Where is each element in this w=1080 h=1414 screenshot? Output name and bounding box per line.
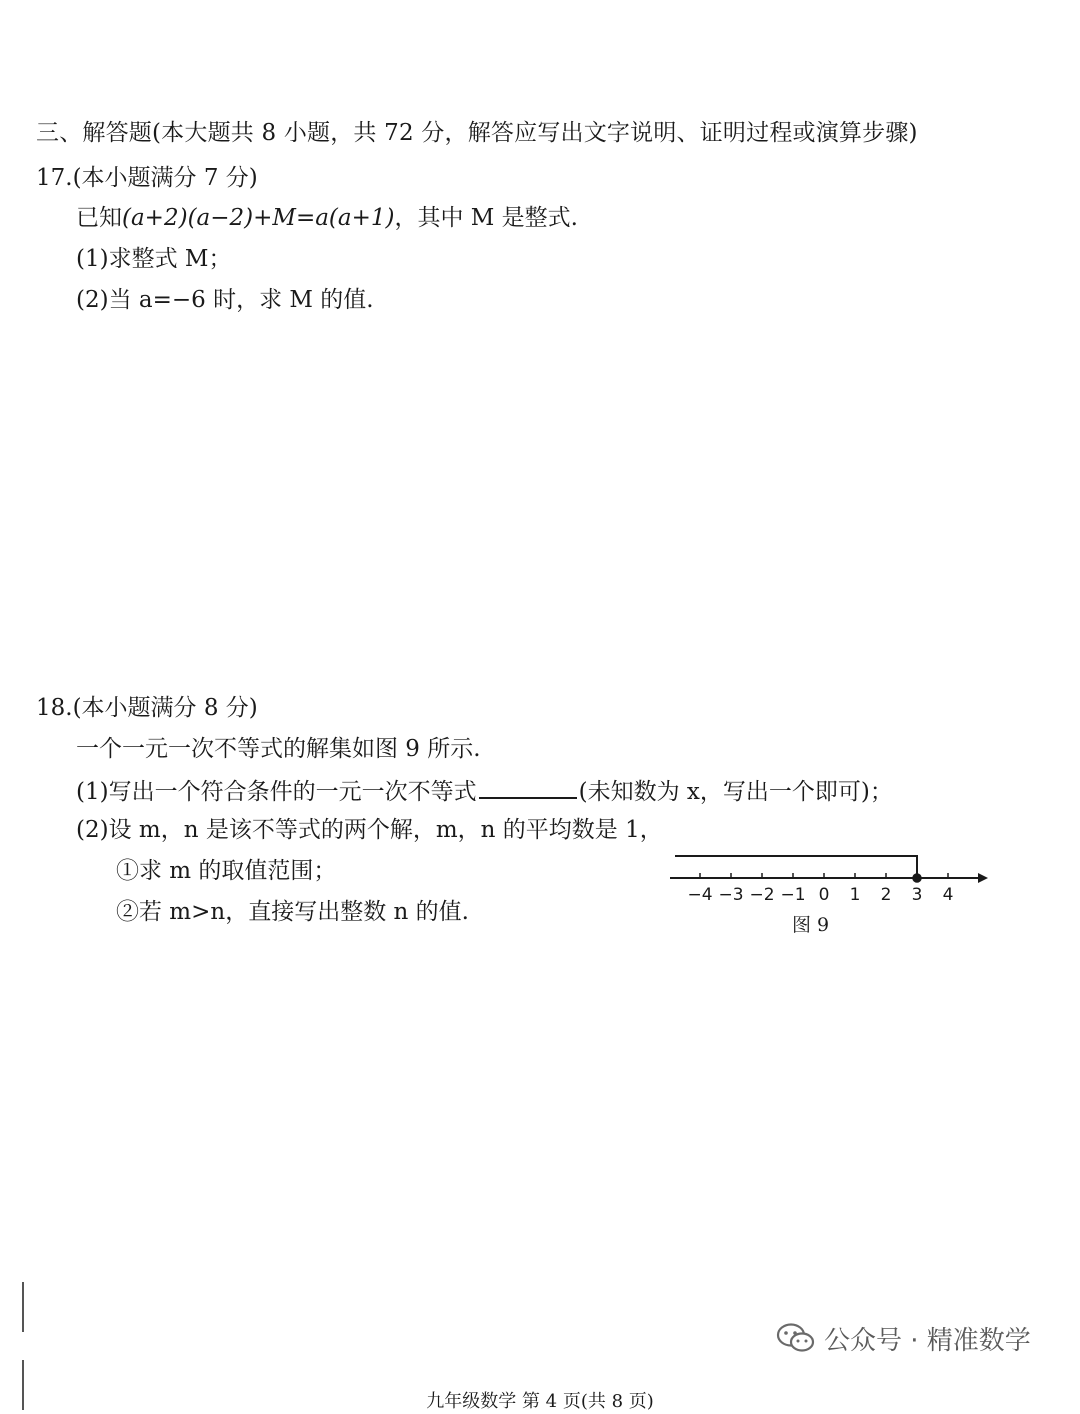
answer-blank <box>479 775 577 799</box>
solution-set-bracket <box>675 856 917 878</box>
watermark-text: 公众号 · 精准数学 <box>824 1325 1031 1356</box>
solution-endpoint-dot <box>913 874 921 882</box>
q18-stem: 一个一元一次不等式的解集如图 9 所示. <box>76 736 481 762</box>
q17-part1: (1)求整式 M； <box>76 246 232 272</box>
q17-stem-expression: (a+2)(a−2)+M=a(a+1) <box>122 205 395 231</box>
tick-label: 1 <box>849 885 861 905</box>
axis-arrowhead <box>978 873 988 883</box>
page-footer: 九年级数学 第 4 页(共 8 页) <box>426 1391 654 1412</box>
q18-part1-prefix: (1)写出一个符合条件的一元一次不等式 <box>76 779 477 805</box>
q17-part2: (2)当 a=−6 时，求 M 的值. <box>76 287 374 313</box>
tick-label: 3 <box>911 885 923 905</box>
tick-label: −1 <box>780 885 806 905</box>
tick-label: −4 <box>687 885 713 905</box>
q17-stem-prefix: 已知 <box>76 205 122 231</box>
q18-header: 18.(本小题满分 8 分) <box>36 695 258 721</box>
number-line-figure <box>660 845 1000 945</box>
figure-caption: 图 9 <box>792 914 830 936</box>
watermark <box>776 1320 1031 1356</box>
q18-sub2: ②若 m>n，直接写出整数 n 的值. <box>116 899 469 925</box>
q18-part1-suffix: (未知数为 x，写出一个即可)； <box>578 779 893 805</box>
section-title: 三、解答题(本大题共 8 小题，共 72 分，解答应写出文字说明、证明过程或演算步骤) <box>36 120 918 146</box>
tick-label: 4 <box>942 885 954 905</box>
tick-label: 2 <box>880 885 892 905</box>
binding-margin-line <box>22 1282 24 1332</box>
tick-label: −2 <box>749 885 775 905</box>
tick-label: −3 <box>718 885 744 905</box>
q18-part2: (2)设 m，n 是该不等式的两个解，m，n 的平均数是 1， <box>76 817 663 843</box>
tick-label: 0 <box>818 885 830 905</box>
q18-part1 <box>76 775 893 807</box>
q18-sub1: ①求 m 的取值范围； <box>116 858 337 884</box>
wechat-icon <box>776 1322 816 1354</box>
q17-stem <box>76 203 578 233</box>
q17-header: 17.(本小题满分 7 分) <box>36 165 258 191</box>
q17-stem-suffix: ，其中 M 是整式. <box>394 205 578 231</box>
